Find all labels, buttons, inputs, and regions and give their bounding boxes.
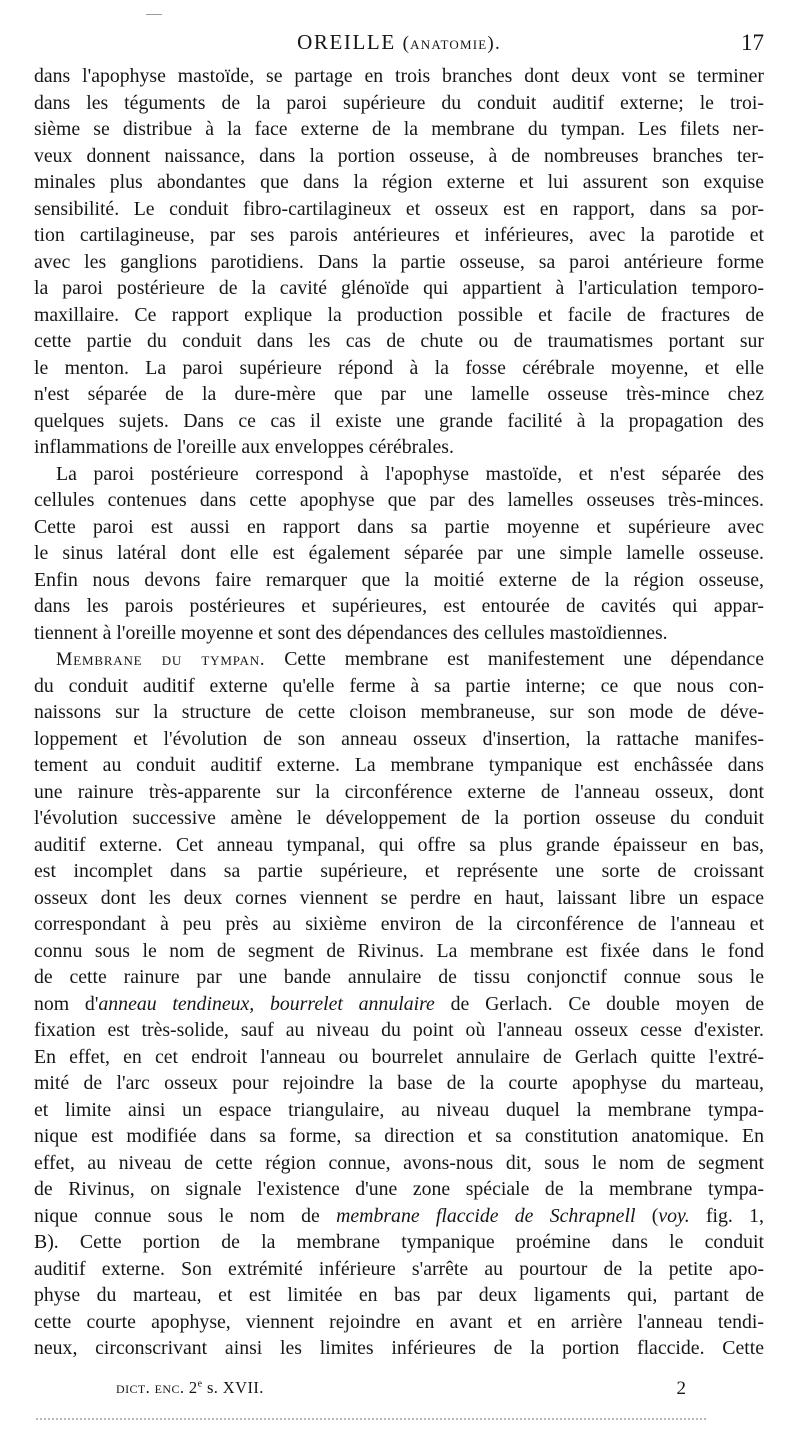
- text-line: B). Cette portion de la membrane tympanique proémine dans le conduit: [34, 1231, 764, 1253]
- text-line: loppement et l'évolution de son anneau osseux d'insertion, la rattache manifes-: [34, 727, 764, 750]
- text-line: l'évolution successive amène le développement de la portion osseuse du conduit: [34, 807, 764, 829]
- text-line: physe du marteau, et est limitée en bas par deux ligaments qui, partant de: [34, 1284, 764, 1306]
- running-head: [34, 30, 764, 60]
- page-footer: [116, 1378, 686, 1406]
- scan-bleed-through: [36, 1418, 706, 1420]
- text-line-with-italics: [34, 991, 764, 1018]
- text-line: veux donnent naissance, dans la portion osseuse, à de nombreuses branches ter-: [34, 144, 764, 167]
- text-line: cette courte apophyse, viennent rejoindre en avant et en arrière l'anneau tendi-: [34, 1310, 764, 1333]
- text-line: En effet, en cet endroit l'anneau ou bourrelet annulaire de Gerlach quitte l'extré-: [34, 1045, 764, 1068]
- text-line: avec les ganglions parotidiens. Dans la partie osseuse, sa paroi antérieure forme: [34, 250, 764, 273]
- text-line: neux, circonscrivant ainsi les limites inférieures de la portion flaccide. Cette: [34, 1337, 764, 1359]
- text-fragment: de Gerlach. Ce double moyen de: [450, 992, 764, 1015]
- text-line: Cette paroi est aussi en rapport dans sa partie moyenne et supérieure avec: [34, 515, 764, 538]
- signature-prefix: dict. enc.: [116, 1378, 185, 1397]
- sheet-number: 2: [676, 1378, 686, 1399]
- text-line: le menton. La paroi supérieure répond à la fosse cérébrale moyenne, et elle: [34, 356, 764, 379]
- italic-term: anneau tendineux, bourrelet annulaire: [98, 992, 435, 1015]
- signature-series-num: 2: [188, 1378, 198, 1397]
- text-line: fixation est très-solide, sauf au niveau du point où l'anneau osseux cesse d'exister.: [34, 1019, 764, 1041]
- text-line: minales plus abondantes que dans la région externe et lui assurent son exquise: [34, 171, 764, 193]
- text-line: cellules contenues dans cette apophyse que par des lamelles osseuses très-minces.: [34, 489, 764, 511]
- text-line: est incomplet dans sa partie supérieure, et représente une sorte de croissant: [34, 860, 764, 882]
- text-line: de Rivinus, on signale l'existence d'une zone spéciale de la membrane tympa-: [34, 1178, 764, 1200]
- text-line: tement au conduit auditif externe. La membrane tympanique est enchâssée dans: [34, 754, 764, 776]
- running-title-main: OREILLE: [297, 30, 396, 54]
- text-line: dans les parois postérieures et supérieures, est entourée de cavités qui appar-: [34, 595, 764, 617]
- text-line: inflammations de l'oreille aux enveloppes cérébrales.: [34, 436, 454, 458]
- text-line: quelques sujets. Dans ce cas il existe une grande facilité à la propagation des: [34, 409, 764, 432]
- text-line: naissons sur la structure de cette cloison membraneuse, sur son mode de déve-: [34, 701, 764, 723]
- text-line: dans l'apophyse mastoïde, se partage en trois branches dont deux vont se terminer: [34, 65, 764, 87]
- text-line: dans les téguments de la paroi supérieure du conduit auditif externe; le troi-: [34, 91, 764, 114]
- text-line: et limite ainsi un espace triangulaire, au niveau duquel la membrane tympa-: [34, 1098, 764, 1121]
- page-number: 17: [741, 30, 764, 55]
- text-line: cette partie du conduit dans les cas de chute ou de traumatismes portant sur: [34, 330, 764, 352]
- text-line: Enfin nous devons faire remarquer que la moitié externe de la région osseuse,: [34, 568, 764, 591]
- text-line: connu sous le nom de segment de Rivinus. La membrane est fixée dans le fond: [34, 939, 764, 962]
- text-line: auditif externe. Cet anneau tympanal, qui offre sa plus grande épaisseur en bas,: [34, 833, 764, 856]
- text-line: auditif externe. Son extrémité inférieure s'arrête au pourtour de la petite apo-: [34, 1257, 764, 1280]
- text-line: du conduit auditif externe qu'elle ferme à sa partie interne; ce que nous con-: [34, 674, 764, 697]
- text-fragment: (: [635, 1204, 659, 1227]
- text-fragment: nique connue sous le nom de: [34, 1204, 320, 1227]
- running-title-sub: (anatomie).: [402, 33, 501, 54]
- text-line: le sinus latéral dont elle est également séparée par une simple lamelle osseuse.: [34, 542, 764, 564]
- scan-mark: [146, 14, 162, 15]
- text-fragment: nom d': [34, 992, 99, 1015]
- text-line: mité de l'arc osseux pour rejoindre la base de la courte apophyse du marteau,: [34, 1072, 764, 1094]
- text-line-rest: Cette membrane est manifestement une dépendance: [284, 648, 764, 670]
- text-line: nique est modifiée dans sa forme, sa direction et sa constitution anatomique. En: [34, 1125, 764, 1147]
- text-line: tiennent à l'oreille moyenne et sont des dépendances des cellules mastoïdiennes.: [34, 621, 668, 644]
- signature-mark: [116, 1378, 264, 1398]
- text-line: sième se distribue à la face externe de la membrane du tympan. Les filets ner-: [34, 118, 764, 140]
- text-fragment: fig. 1,: [689, 1204, 764, 1227]
- running-title: [34, 30, 764, 55]
- text-line: maxillaire. Ce rapport explique la production possible et facile de fractures de: [34, 303, 764, 326]
- text-line: La paroi postérieure correspond à l'apophyse mastoïde, et n'est séparée des: [56, 462, 764, 485]
- body-text: [34, 63, 764, 1362]
- text-line: de cette rainure par une bande annulaire de tissu conjonctif connue sous le: [34, 966, 764, 988]
- text-line-with-italics: [34, 1203, 764, 1230]
- text-line: tion cartilagineuse, par ses parois antérieures et inférieures, avec la parotide et: [34, 224, 764, 246]
- text-line: osseux dont les deux cornes viennent se perdre en haut, laissant libre un espace: [34, 886, 764, 909]
- section-heading: Membrane du tympan.: [56, 650, 266, 670]
- italic-abbrev: voy.: [658, 1204, 690, 1227]
- text-line: la paroi postérieure de la cavité glénoïde qui appartient à l'articulation temporo-: [34, 277, 764, 299]
- text-line: sensibilité. Le conduit fibro-cartilagineux et osseux est en rapport, dans sa por-: [34, 197, 764, 220]
- italic-term: membrane flaccide de Schrapnell: [336, 1204, 636, 1227]
- text-line: effet, au niveau de cette région connue, avons-nous dit, sous le nom de segment: [34, 1151, 764, 1174]
- text-line: correspondant à peu près au sixième environ de la circonférence de l'anneau et: [34, 913, 764, 935]
- signature-series-suffix: s. XVII.: [206, 1378, 264, 1397]
- text-line-section-start: [34, 646, 764, 673]
- signature-series-sup: e: [197, 1378, 203, 1390]
- text-line: une rainure très-apparente sur la circonférence externe de l'anneau osseux, dont: [34, 780, 764, 803]
- text-line: n'est séparée de la dure-mère que par une lamelle osseuse très-mince chez: [34, 383, 764, 405]
